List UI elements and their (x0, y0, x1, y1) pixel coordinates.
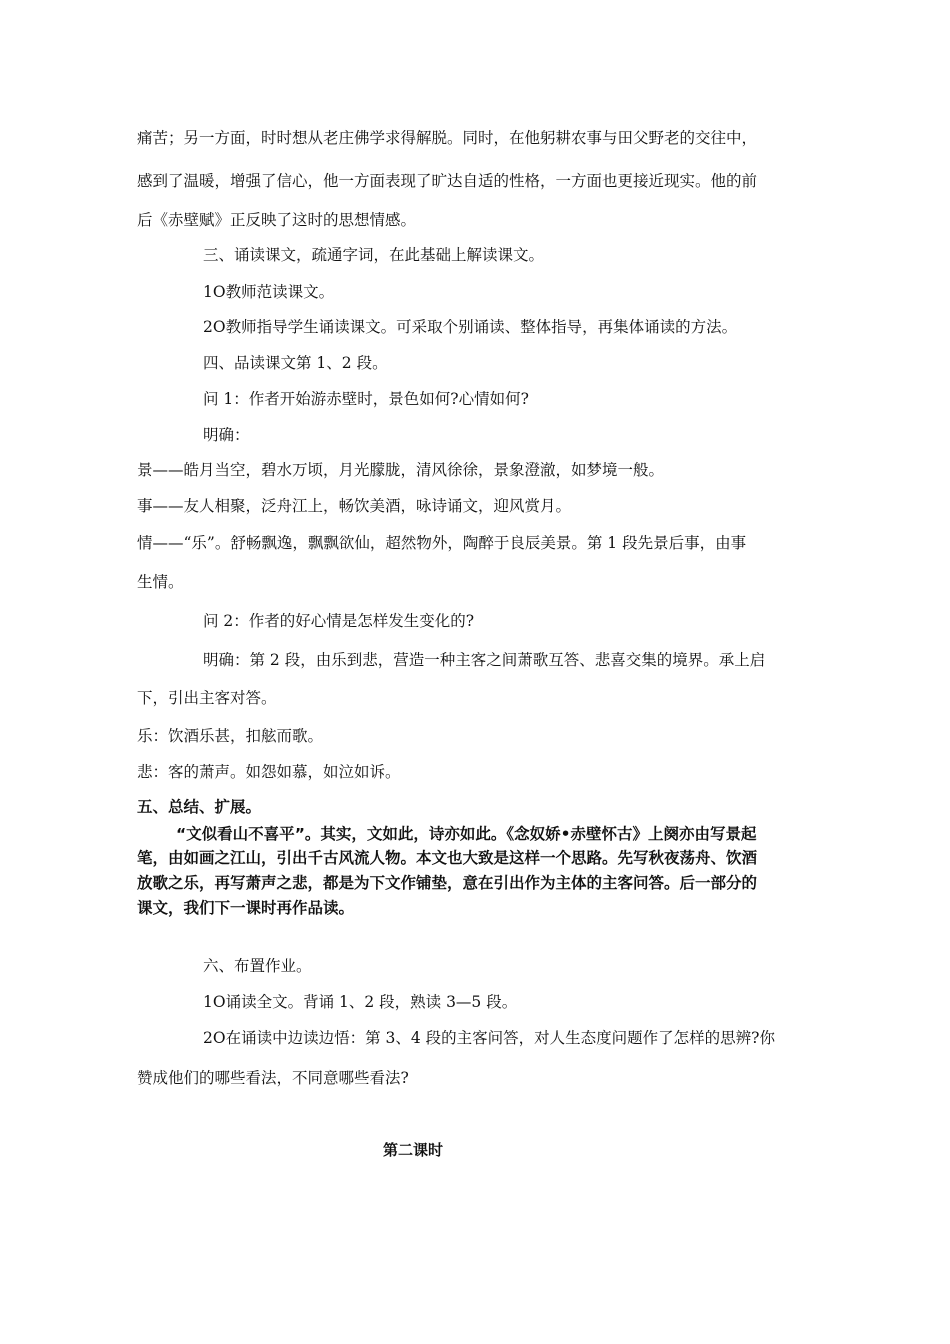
paragraph-line: “文似看山不喜平”。其实，文如此，诗亦如此。《念奴娇•赤壁怀古》上阕亦由写景起 (176, 825, 757, 843)
section-heading: 五、总结、扩展。 (137, 798, 262, 816)
paragraph-line: 痛苦；另一方面，时时想从老庄佛学求得解脱。同时，在他躬耕农事与田父野老的交往中， (137, 129, 758, 147)
lesson-title: 第二课时 (383, 1141, 444, 1159)
section-heading: 三、诵读课文，疏通字词，在此基础上解读课文。 (203, 246, 545, 264)
paragraph-line: 乐：饮酒乐甚，扣舷而歌。 (137, 727, 324, 745)
paragraph-line: 明确：第 2 段，由乐到悲，营造一种主客之间萧歌互答、悲喜交集的境界。承上启 (203, 651, 766, 669)
paragraph-line: 2O教师指导学生诵读课文。可采取个别诵读、整体指导，再集体诵读的方法。 (203, 318, 738, 336)
section-heading: 六、布置作业。 (203, 957, 312, 975)
question-line: 问 2：作者的好心情是怎样发生变化的? (203, 612, 475, 630)
paragraph-line: 事——友人相聚，泛舟江上，畅饮美酒，咏诗诵文，迎风赏月。 (137, 497, 572, 515)
paragraph-line: 下，引出主客对答。 (137, 689, 277, 707)
paragraph-line: 悲：客的萧声。如怨如慕，如泣如诉。 (137, 763, 401, 781)
paragraph-line: 情——“乐”。舒畅飘逸，飘飘欲仙，超然物外，陶醉于良辰美景。第 1 段先景后事，由事 (137, 534, 747, 552)
paragraph-line: 2O在诵读中边读边悟：第 3、4 段的主客问答，对人生态度问题作了怎样的思辨?你 (203, 1029, 775, 1047)
paragraph-line: 后《赤壁赋》正反映了这时的思想情感。 (137, 211, 417, 229)
paragraph-line: 景——皓月当空，碧水万顷，月光朦胧，清风徐徐，景象澄澈，如梦境一般。 (137, 461, 665, 479)
paragraph-line: 1O教师范读课文。 (203, 283, 335, 301)
paragraph-line: 笔，由如画之江山，引出千古风流人物。本文也大致是这样一个思路。先写秋夜荡舟、饮酒 (137, 849, 758, 867)
question-line: 问 1：作者开始游赤壁时，景色如何?心情如何? (203, 390, 529, 408)
answer-label: 明确： (203, 426, 250, 444)
paragraph-line: 赞成他们的哪些看法，不同意哪些看法? (137, 1069, 409, 1087)
paragraph-line: 放歌之乐，再写萧声之悲，都是为下文作铺垫，意在引出作为主体的主客问答。后一部分的 (137, 874, 758, 892)
paragraph-line: 感到了温暖，增强了信心，他一方面表现了旷达自适的性格，一方面也更接近现实。他的前 (137, 172, 758, 190)
section-heading: 四、品读课文第 1、2 段。 (203, 354, 388, 372)
paragraph-line: 1O诵读全文。背诵 1、2 段，熟读 3—5 段。 (203, 993, 518, 1011)
paragraph-line: 课文，我们下一课时再作品读。 (137, 899, 355, 917)
paragraph-line: 生情。 (137, 573, 184, 591)
